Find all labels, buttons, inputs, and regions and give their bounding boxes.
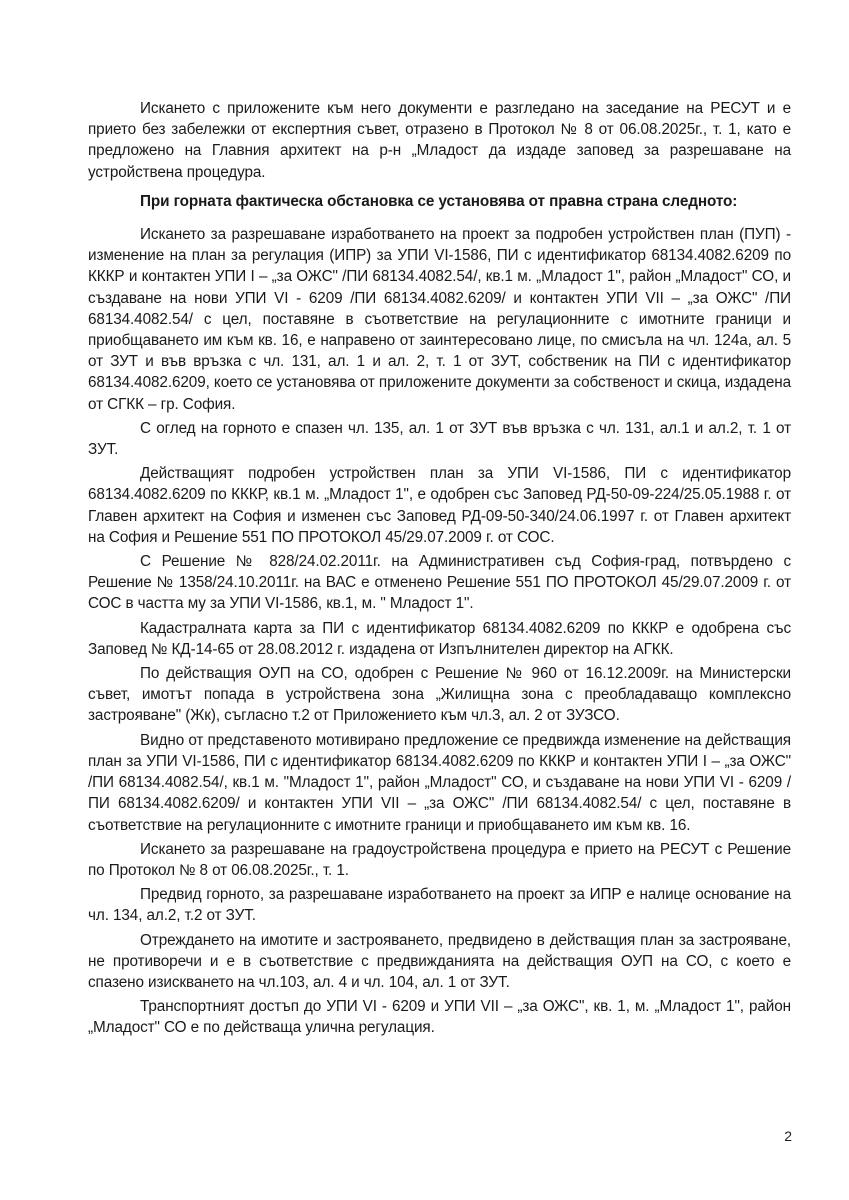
document-body bbox=[88, 98, 791, 1042]
paragraph-art-135: С оглед на горното е спазен чл. 135, ал. 1 от ЗУТ във връзка с чл. 131, ал.1 и ал.2, т. 1 от ЗУТ. bbox=[88, 419, 791, 459]
paragraph-cadastral-map: Кадастралната карта за ПИ с идентификатор 68134.4082.6209 по КККР е одобрена със Заповед № КД-14-65 от 28.08.2012 г. издадена от Изпълнителен директор на АГКК. bbox=[88, 619, 791, 658]
paragraph-compliance: Отреждането на имотите и застрояването, предвидено в действащия план за застрояване, не противоречи и е в съответствие с предвижданията на действащия ОУП на СО, с което е спазено изискването на чл.103, ал. 4 и чл. 104, ал. 1 от ЗУТ. bbox=[88, 931, 791, 991]
section-heading: При горната фактическа обстановка се установява от правна страна следното: bbox=[140, 192, 738, 210]
paragraph-resut-decision: Искането за разрешаване на градоустройствена процедура е прието на РЕСУТ с Решение по Протокол № 8 от 06.08.2025г., т. 1. bbox=[88, 840, 791, 879]
paragraph-legal-basis: Предвид горното, за разрешаване изработването на проект за ИПР е налице основание на чл. 134, ал.2, т.2 от ЗУТ. bbox=[88, 886, 791, 925]
page-number: 2 bbox=[784, 1128, 792, 1144]
paragraph-court-decision: С Решение № 828/24.02.2011г. на Административен съд София-град, потвърдено с Решение № 1358/24.10.2011г. на ВАС е отменено Решение 551 ПО ПРОТОКОЛ 45/29.07.2009 г. от СОС в частта му за УПИ VI-1586, кв.1, м. " Младост 1". bbox=[88, 553, 791, 613]
paragraph-current-plan: Действащият подробен устройствен план за УПИ VI-1586, ПИ с идентификатор 68134.4082.6209 по КККР, кв.1 м. „Младост 1", е одобрен със Заповед РД-50-09-224/25.05.1988 г. от Главен архитект на София и изменен със Заповед РД-09-50-340/24.06.1997 г. от Главен архитект на София и Решение 551 ПО ПРОТОКОЛ 45/29.07.2009 г. от СОС. bbox=[88, 465, 791, 546]
paragraph-request: Искането за разрешаване изработването на проект за подробен устройствен план (ПУП) - изменение на план за регулация (ИПР) за УПИ VI-1586, ПИ с идентификатор 68134.4082.6209 по КККР и контактен УПИ I – „за ОЖС" /ПИ 68134.4082.54/, кв.1 м. „Младост 1", район „Младост" СО, и създаване на нови УПИ VI - 6209 /ПИ 68134.4082.6209/ и контактен УПИ VII – „за ОЖС" /ПИ 68134.4082.54/ с цел, поставяне в съответствие на регулационните с имотните граници и приобщаването им към кв. 16, е направено от заинтересовано лице, по смисъла на чл. 124а, ал. 5 от ЗУТ и във връзка с чл. 131, ал. 1 и ал. 2, т. 1 от ЗУТ, собственик на ПИ с идентификатор 68134.4082.6209, което се установява от приложените документи за собственост и скица, издадена от СГКК – гр. София. bbox=[88, 226, 791, 413]
paragraph-proposal: Видно от представеното мотивирано предложение се предвижда изменение на действащия план за УПИ VI-1586, ПИ с идентификатор 68134.4082.6209 по КККР и контактен УПИ I – „за ОЖС" /ПИ 68134.4082.54/, кв.1 м. "Младост 1", район „Младост" СО, и създаване на нови УПИ VI - 6209 /ПИ 68134.4082.6209/ и контактен УПИ VII – „за ОЖС" /ПИ 68134.4082.54/ с цел, поставяне в съответствие на регулационните с имотните граници и приобщаването им към кв. 16. bbox=[88, 731, 791, 834]
paragraph-oup-zone: По действащия ОУП на СО, одобрен с Решение № 960 от 16.12.2009г. на Министерски съвет, имотът попада в устройствена зона „Жилищна зона с преобладаващо комплексно застрояване" (Жк), съгласно т.2 от Приложението към чл.3, ал. 2 от ЗУЗСО. bbox=[88, 665, 791, 725]
paragraph-resut-review: Искането с приложените към него документи е разгледано на заседание на РЕСУТ и е прието без забележки от експертния съвет, отразено в Протокол № 8 от 06.08.2025г., т. 1, като е предложено на Главния архитект на р-н „Младост да издаде заповед за разрешаване на устройствена процедура. bbox=[88, 100, 791, 181]
paragraph-transport-access: Транспортният достъп до УПИ VI - 6209 и УПИ VII – „за ОЖС", кв. 1, м. „Младост 1", район „Младост" СО е по действаща улична регулация. bbox=[88, 998, 791, 1037]
